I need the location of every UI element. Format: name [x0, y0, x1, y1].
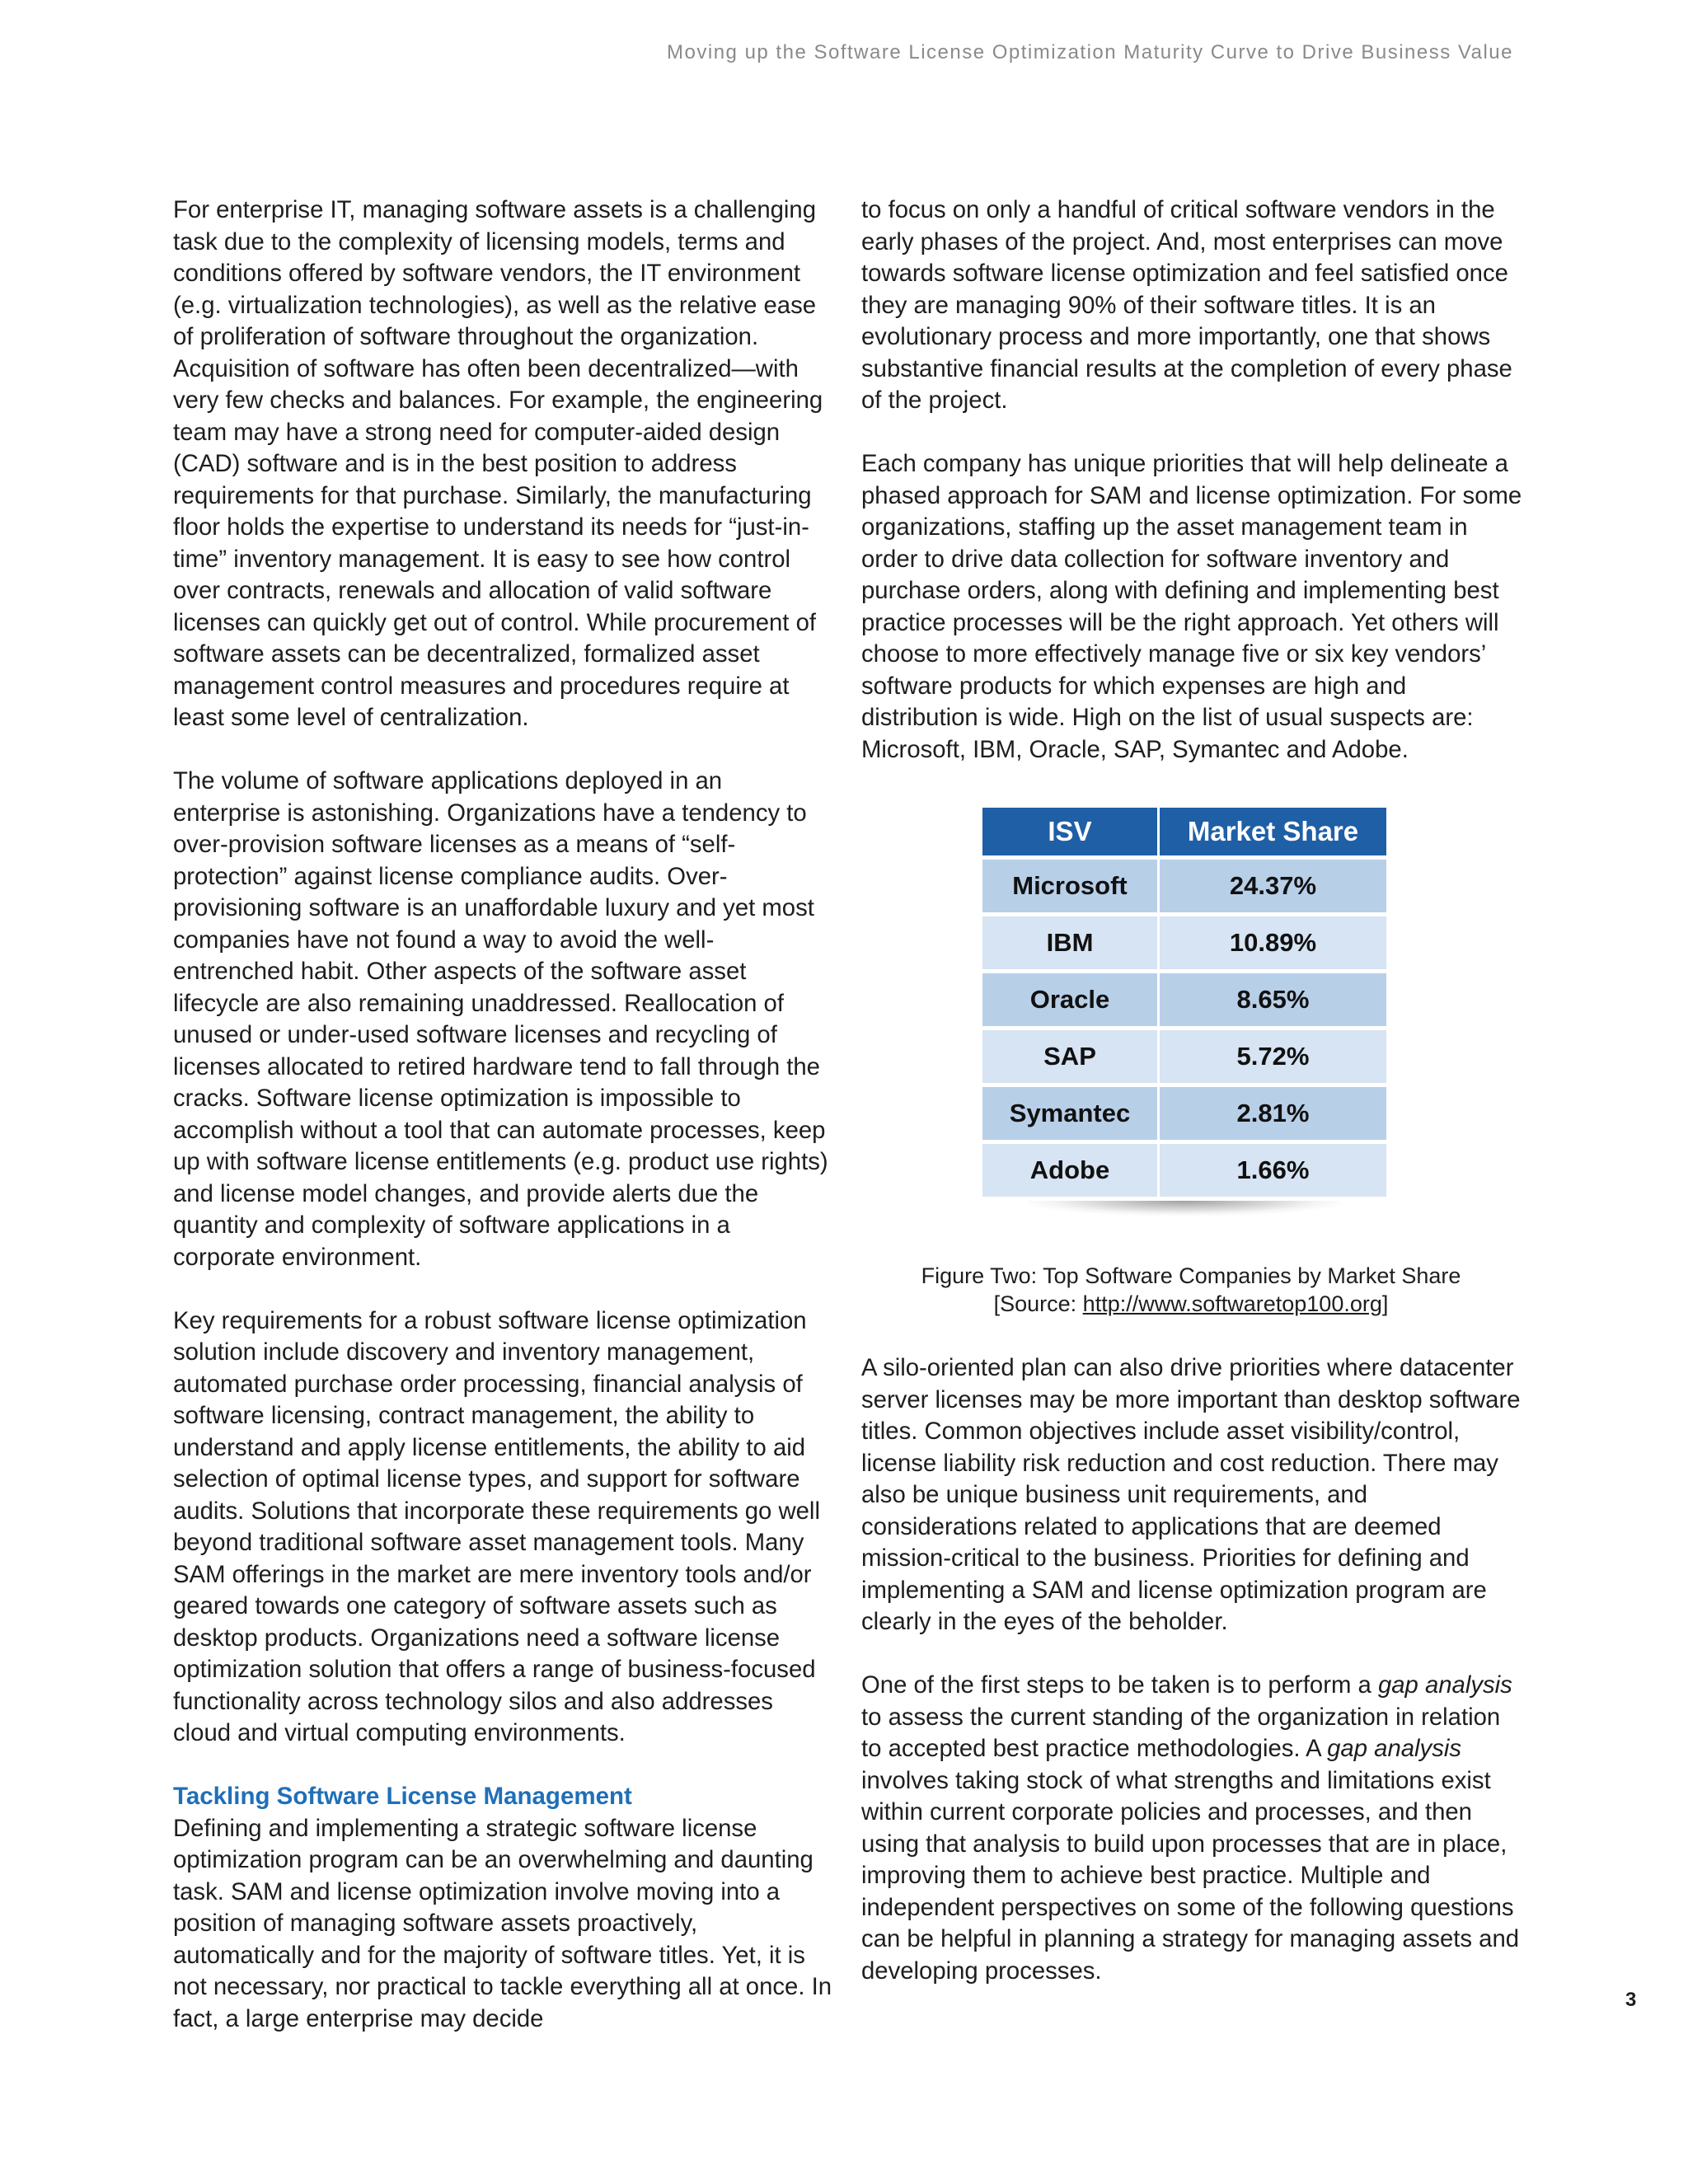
source-link[interactable]: http://www.softwaretop100.org: [1082, 1291, 1382, 1316]
paragraph: Defining and implementing a strategic software license optimization program can be an overwhelming and daunting task. SAM and license optimization involve moving into a position of managing software assets proactively, automatically and for the majority of software titles. Yet, it is not necessary, nor practical to tackle everything all at once. In fact, a large enterprise may decide: [173, 1814, 832, 2032]
emphasis: gap analysis: [1327, 1735, 1462, 1762]
isv-cell: SAP: [982, 1030, 1160, 1083]
table-row: [982, 1030, 1386, 1083]
table-row: [982, 1144, 1386, 1197]
paragraph: [861, 1670, 1525, 1987]
isv-cell: Symantec: [982, 1087, 1160, 1140]
isv-cell: IBM: [982, 916, 1160, 969]
isv-cell: Microsoft: [982, 860, 1160, 912]
market-share-table: [982, 804, 1386, 1201]
share-cell: 24.37%: [1160, 860, 1386, 912]
column-header-market-share: Market Share: [1160, 808, 1386, 855]
market-share-table-wrapper: [982, 804, 1386, 1216]
caption-title: Figure Two: Top Software Companies by Market Share: [921, 1263, 1461, 1288]
text-run: to assess the current standing of the organization in relation to accepted best practice methodologies. A: [861, 1703, 1501, 1762]
share-cell: 8.65%: [1160, 973, 1386, 1026]
table-row: [982, 860, 1386, 912]
caption-source-prefix: [Source:: [993, 1291, 1083, 1316]
paragraph: For enterprise IT, managing software assets is a challenging task due to the complexity of licensing models, terms and conditions offered by software vendors, the IT environment (e.g. virtualization technologies), as well as the relative ease of proliferation of software throughout the organization. Acquisition of software has often been decentralized—with very few checks and balances. For example, the engineering team may have a strong need for computer-aided design (CAD) software and is in the best position to address requirements for that purchase. Similarly, the manufacturing floor holds the expertise to understand its needs for “just-in-time” inventory management. It is easy to see how control over contracts, renewals and allocation of valid software licenses can quickly get out of control. While procurement of software assets can be decentralized, formalized asset management control measures and procedures require at least some level of centralization.: [173, 196, 823, 731]
paragraph: A silo-oriented plan can also drive priorities where datacenter server licenses may be more important than desktop software titles. Common objectives include asset visibility/control, license liability risk reduction and cost reduction. There may also be unique business unit requirements, and considerations related to applications that are deemed mission-critical to the business. Priorities for defining and implementing a SAM and license optimization program are clearly in the eyes of the beholder.: [861, 1354, 1521, 1635]
share-cell: 10.89%: [1160, 916, 1386, 969]
share-cell: 2.81%: [1160, 1087, 1386, 1140]
right-column: [861, 194, 1525, 1987]
table-row: [982, 916, 1386, 969]
isv-cell: Adobe: [982, 1144, 1160, 1197]
figure-caption: [861, 1262, 1521, 1318]
column-header-isv: ISV: [982, 808, 1160, 855]
page-number: 3: [1625, 1989, 1637, 2011]
emphasis: gap analysis: [1377, 1671, 1512, 1699]
section-heading: Tackling Software License Management: [173, 1783, 632, 1810]
caption-source: [861, 1290, 1521, 1318]
paragraph: The volume of software applications deployed in an enterprise is astonishing. Organizations have a tendency to over-provision software licenses as a means of “self-protection” against license compliance audits. Over-provisioning software is an unaffordable luxury and yet most companies have not found a way to avoid the well-entrenched habit. Other aspects of the software asset lifecycle are also remaining unaddressed. Reallocation of unused or under-used software licenses and recycling of licenses allocated to retired hardware tend to fall through the cracks. Software license optimization is impossible to accomplish without a tool that can automate processes, keep up with software license entitlements (e.g. product use rights) and license model changes, and provide alerts due the quantity and complexity of software applications in a corporate environment.: [173, 767, 828, 1271]
paragraph: Each company has unique priorities that will help delineate a phased approach for SAM and license optimization. For some organizations, staffing up the asset management team in order to drive data collection for software inventory and purchase orders, along with defining and implementing best practice processes will be the right approach. Yet others will choose to more effectively manage five or six key vendors’ software products for which expenses are high and distribution is wide. High on the list of usual suspects are: Microsoft, IBM, Oracle, SAP, Symantec and Adobe.: [861, 450, 1522, 763]
paragraph: Key requirements for a robust software license optimization solution include discovery and inventory management, automated purchase order processing, financial analysis of software licensing, contract management, the ability to understand and apply license entitlements, the ability to aid selection of optimal license types, and support for software audits. Solutions that incorporate these requirements go well beyond traditional software asset management tools. Many SAM offerings in the market are mere inventory tools and/or geared towards one category of software assets such as desktop products. Organizations need a software license optimization solution that offers a range of business-focused functionality across technology silos and also addresses cloud and virtual computing environments.: [173, 1306, 820, 1746]
share-cell: 5.72%: [1160, 1030, 1386, 1083]
table-row: [982, 973, 1386, 1026]
table-header-row: [982, 808, 1386, 855]
isv-cell: Oracle: [982, 973, 1160, 1026]
table-row: [982, 1087, 1386, 1140]
text-run: One of the first steps to be taken is to perform a: [861, 1671, 1378, 1699]
table-shadow: [1028, 1201, 1341, 1216]
caption-source-suffix: ]: [1381, 1291, 1389, 1316]
share-cell: 1.66%: [1160, 1144, 1386, 1197]
paragraph: to focus on only a handful of critical software vendors in the early phases of the project. And, most enterprises can move towards software license optimization and feel satisfied once they are managing 90% of their software titles. It is an evolutionary process and more importantly, one that shows substantive financial results at the completion of every phase of the project.: [861, 196, 1512, 414]
running-header: Moving up the Software License Optimization Maturity Curve to Drive Business Value: [667, 41, 1513, 63]
left-column: [173, 194, 832, 2035]
text-run: involves taking stock of what strengths and limitations exist within current corporate policies and processes, and then using that analysis to build upon processes that are in place, improving them to achieve best practice. Multiple and independent perspectives on some of the following questions can be helpful in planning a strategy for managing assets and developing processes.: [861, 1766, 1520, 1985]
